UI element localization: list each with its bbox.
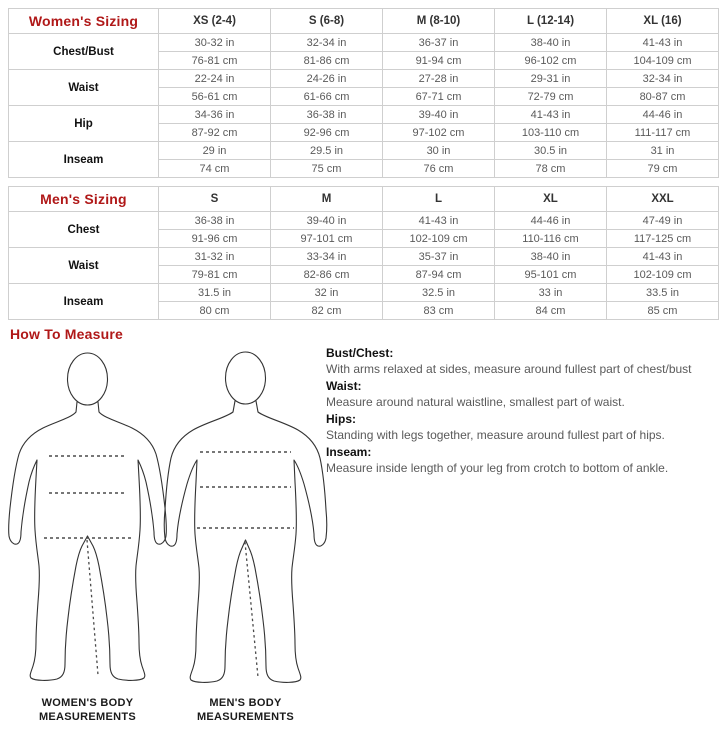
body-measurement-diagrams — [0, 350, 330, 736]
cell-value: 41-43 in — [495, 106, 607, 124]
cell-value: 38-40 in — [495, 34, 607, 52]
cell-value: 76-81 cm — [159, 52, 271, 70]
cell-value: 56-61 cm — [159, 88, 271, 106]
row-label-waist: Waist — [9, 248, 159, 284]
cell-value: 27-28 in — [383, 70, 495, 88]
cell-value: 61-66 cm — [271, 88, 383, 106]
mens-sizing-table — [8, 186, 719, 320]
cell-value: 29-31 in — [495, 70, 607, 88]
table-header-row — [9, 9, 719, 34]
inseam-measure-line — [87, 540, 98, 675]
cell-value: 92-96 cm — [271, 124, 383, 142]
cell-value: 74 cm — [159, 160, 271, 178]
mens-body-figure — [163, 350, 328, 736]
how-to-measure-title: How To Measure — [10, 326, 124, 342]
table-row — [9, 106, 719, 124]
cell-value: 22-24 in — [159, 70, 271, 88]
instruction-term-hips: Hips: — [326, 412, 356, 426]
cell-value: 31.5 in — [159, 284, 271, 302]
cell-value: 29 in — [159, 142, 271, 160]
caption-line-1: MEN'S BODY — [209, 697, 282, 709]
cell-value: 102-109 cm — [607, 266, 719, 284]
cell-value: 36-38 in — [159, 212, 271, 230]
cell-value: 79-81 cm — [159, 266, 271, 284]
cell-value: 87-92 cm — [159, 124, 271, 142]
cell-value: 72-79 cm — [495, 88, 607, 106]
caption-line-1: WOMEN'S BODY — [41, 697, 134, 709]
cell-value: 44-46 in — [607, 106, 719, 124]
column-header-s: S — [159, 187, 271, 212]
cell-value: 39-40 in — [383, 106, 495, 124]
cell-value: 85 cm — [607, 302, 719, 320]
inseam-measure-line — [245, 542, 258, 677]
cell-value: 84 cm — [495, 302, 607, 320]
womens-sizing-title: Women's Sizing — [9, 9, 159, 34]
cell-value: 30-32 in — [159, 34, 271, 52]
row-label-waist: Waist — [9, 70, 159, 106]
caption-line-2: MEASUREMENTS — [196, 711, 295, 723]
column-header-m: M (8-10) — [383, 9, 495, 34]
womens-body-figure — [5, 350, 170, 736]
row-label-hip: Hip — [9, 106, 159, 142]
cell-value: 97-101 cm — [271, 230, 383, 248]
cell-value: 32 in — [271, 284, 383, 302]
cell-value: 82 cm — [271, 302, 383, 320]
cell-value: 31-32 in — [159, 248, 271, 266]
mens-body-outline-icon — [163, 350, 328, 690]
cell-value: 103-110 cm — [495, 124, 607, 142]
cell-value: 31 in — [607, 142, 719, 160]
instruction-desc-inseam: Measure inside length of your leg from crotch to bottom of ankle. — [326, 461, 669, 475]
cell-value: 33.5 in — [607, 284, 719, 302]
cell-value: 47-49 in — [607, 212, 719, 230]
column-header-xs: XS (2-4) — [159, 9, 271, 34]
cell-value: 33-34 in — [271, 248, 383, 266]
womens-body-outline-icon — [5, 350, 170, 690]
womens-sizing-table — [8, 8, 719, 178]
row-label-inseam: Inseam — [9, 142, 159, 178]
table-row — [9, 142, 719, 160]
table-row — [9, 70, 719, 88]
mens-figure-caption — [163, 696, 328, 724]
caption-line-2: MEASUREMENTS — [38, 711, 137, 723]
cell-value: 30.5 in — [495, 142, 607, 160]
table-row — [9, 34, 719, 52]
instruction-term-inseam: Inseam: — [326, 445, 372, 459]
cell-value: 111-117 cm — [607, 124, 719, 142]
table-row — [9, 284, 719, 302]
cell-value: 78 cm — [495, 160, 607, 178]
cell-value: 102-109 cm — [383, 230, 495, 248]
cell-value: 34-36 in — [159, 106, 271, 124]
cell-value: 117-125 cm — [607, 230, 719, 248]
instruction-term-waist: Waist: — [326, 379, 362, 393]
cell-value: 41-43 in — [607, 248, 719, 266]
column-header-xxl: XXL — [607, 187, 719, 212]
cell-value: 32.5 in — [383, 284, 495, 302]
cell-value: 30 in — [383, 142, 495, 160]
cell-value: 38-40 in — [495, 248, 607, 266]
cell-value: 24-26 in — [271, 70, 383, 88]
cell-value: 104-109 cm — [607, 52, 719, 70]
table-row — [9, 212, 719, 230]
cell-value: 41-43 in — [383, 212, 495, 230]
instruction-desc-hips: Standing with legs together, measure around fullest part of hips. — [326, 428, 665, 442]
cell-value: 79 cm — [607, 160, 719, 178]
row-label-inseam: Inseam — [9, 284, 159, 320]
cell-value: 80 cm — [159, 302, 271, 320]
cell-value: 32-34 in — [271, 34, 383, 52]
cell-value: 97-102 cm — [383, 124, 495, 142]
cell-value: 82-86 cm — [271, 266, 383, 284]
cell-value: 41-43 in — [607, 34, 719, 52]
cell-value: 44-46 in — [495, 212, 607, 230]
cell-value: 67-71 cm — [383, 88, 495, 106]
instruction-desc-waist: Measure around natural waistline, smallest part of waist. — [326, 395, 625, 409]
cell-value: 91-96 cm — [159, 230, 271, 248]
row-label-chest: Chest — [9, 212, 159, 248]
cell-value: 36-37 in — [383, 34, 495, 52]
column-header-l: L (12-14) — [495, 9, 607, 34]
cell-value: 95-101 cm — [495, 266, 607, 284]
measurement-instructions — [326, 346, 722, 478]
cell-value: 29.5 in — [271, 142, 383, 160]
mens-sizing-title: Men's Sizing — [9, 187, 159, 212]
instruction-desc-bust-chest: With arms relaxed at sides, measure around fullest part of chest/bust — [326, 362, 692, 376]
column-header-xl: XL — [495, 187, 607, 212]
cell-value: 32-34 in — [607, 70, 719, 88]
cell-value: 39-40 in — [271, 212, 383, 230]
cell-value: 35-37 in — [383, 248, 495, 266]
cell-value: 110-116 cm — [495, 230, 607, 248]
column-header-l: L — [383, 187, 495, 212]
cell-value: 75 cm — [271, 160, 383, 178]
cell-value: 36-38 in — [271, 106, 383, 124]
cell-value: 81-86 cm — [271, 52, 383, 70]
column-header-xl: XL (16) — [607, 9, 719, 34]
table-header-row — [9, 187, 719, 212]
column-header-s: S (6-8) — [271, 9, 383, 34]
instruction-term-bust-chest: Bust/Chest: — [326, 346, 394, 360]
row-label-chest-bust: Chest/Bust — [9, 34, 159, 70]
cell-value: 96-102 cm — [495, 52, 607, 70]
cell-value: 91-94 cm — [383, 52, 495, 70]
cell-value: 76 cm — [383, 160, 495, 178]
cell-value: 83 cm — [383, 302, 495, 320]
column-header-m: M — [271, 187, 383, 212]
cell-value: 87-94 cm — [383, 266, 495, 284]
womens-figure-caption — [5, 696, 170, 724]
table-row — [9, 248, 719, 266]
cell-value: 33 in — [495, 284, 607, 302]
cell-value: 80-87 cm — [607, 88, 719, 106]
